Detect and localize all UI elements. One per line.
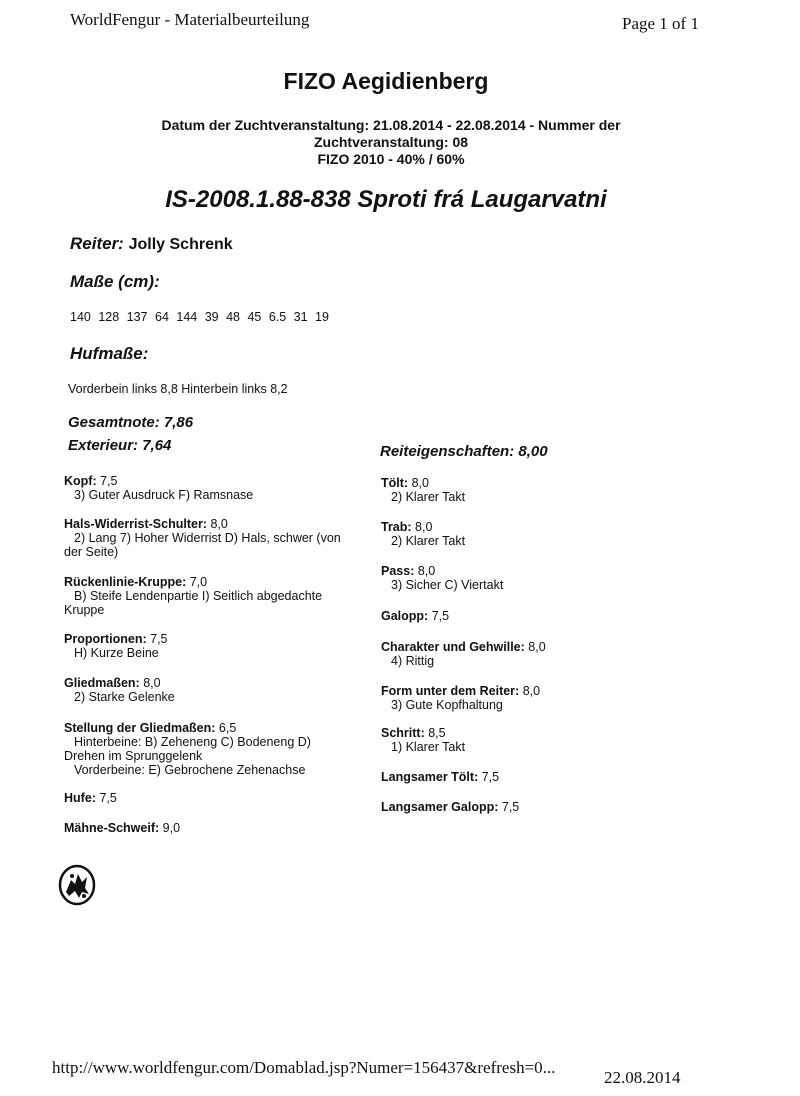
exterior-heading: Exterieur: 7,64 <box>68 437 172 454</box>
criterion-label: Hufe: <box>64 791 96 805</box>
criterion-score: 7,5 <box>481 770 500 784</box>
criterion-score: 8,0 <box>411 476 429 490</box>
criterion-remark: 2) Lang 7) Hoher Widerrist D) Hals, schwer (von <box>74 531 341 545</box>
criterion-remark: Hinterbeine: B) Zeheneng C) Bodeneng D) <box>74 735 311 749</box>
criterion-remark: 2) Klarer Takt <box>391 534 466 548</box>
criterion-item <box>64 676 175 704</box>
event-info <box>110 117 672 168</box>
criterion-score: 7,5 <box>501 800 520 814</box>
criterion-score: 7,5 <box>99 791 117 805</box>
criterion-item <box>381 770 499 784</box>
criterion-remark: 2) Starke Gelenke <box>74 690 175 704</box>
criterion-label: Pass: <box>381 564 415 578</box>
horse-emblem-icon <box>58 864 96 906</box>
criterion-item <box>64 575 322 617</box>
criterion-score: 7,5 <box>150 632 168 646</box>
criterion-item <box>381 564 503 592</box>
criterion-remark: der Seite) <box>64 545 119 559</box>
criterion-score: 8,0 <box>528 640 546 654</box>
criterion-label: Rückenlinie-Kruppe: <box>64 575 187 589</box>
riding-heading: Reiteigenschaften: 8,00 <box>380 443 548 460</box>
criterion-label: Tölt: <box>381 476 409 490</box>
criterion-label: Form unter dem Reiter: <box>381 684 520 698</box>
criterion-label: Galopp: <box>381 609 429 623</box>
criterion-score: 7,0 <box>189 575 208 589</box>
event-line-1: Datum der Zuchtveranstaltung: 21.08.2014 - 22.08.2014 - Nummer der <box>161 117 621 133</box>
criterion-item <box>64 517 341 559</box>
criterion-item <box>64 721 311 777</box>
criterion-item <box>381 640 546 668</box>
criterion-remark: B) Steife Lendenpartie I) Seitlich abgedachte <box>74 589 323 603</box>
criterion-remark: 1) Klarer Takt <box>391 740 466 754</box>
criterion-label: Langsamer Galopp: <box>381 800 499 814</box>
criterion-item <box>381 726 465 754</box>
page-title: FIZO Aegidienberg <box>283 68 489 94</box>
horse-name: IS-2008.1.88-838 Sproti frá Laugarvatni <box>165 186 607 213</box>
criterion-score: 8,0 <box>415 520 433 534</box>
criterion-remark: H) Kurze Beine <box>74 646 159 660</box>
criterion-score: 8,0 <box>522 684 541 698</box>
criterion-item <box>64 791 117 805</box>
hooves-values: Vorderbein links 8,8 Hinterbein links 8,2 <box>68 382 288 396</box>
criterion-remark: 4) Rittig <box>391 654 435 668</box>
criterion-score: 8,0 <box>210 517 228 531</box>
criterion-score: 8,5 <box>428 726 446 740</box>
criterion-remark: Drehen im Sprunggelenk <box>64 749 203 763</box>
total-score: Gesamtnote: 7,86 <box>68 414 194 431</box>
criterion-score: 7,5 <box>431 609 450 623</box>
criterion-score: 8,0 <box>417 564 436 578</box>
criterion-score: 7,5 <box>100 474 118 488</box>
rider-row <box>70 234 233 254</box>
rider-label: Reiter: <box>70 234 124 253</box>
criterion-label: Langsamer Tölt: <box>381 770 479 784</box>
criterion-item <box>381 476 465 504</box>
criterion-label: Hals-Widerrist-Schulter: <box>64 517 207 531</box>
print-footer-date: 22.08.2014 <box>604 1068 681 1087</box>
criterion-remark: Kruppe <box>64 603 105 617</box>
criterion-item <box>381 684 540 712</box>
criterion-remark: 3) Guter Ausdruck F) Ramsnase <box>74 488 254 502</box>
criterion-item <box>64 474 253 502</box>
criterion-label: Stellung der Gliedmaßen: <box>64 721 216 735</box>
criterion-label: Mähne-Schweif: <box>64 821 160 835</box>
criterion-item <box>381 609 449 623</box>
criterion-label: Schritt: <box>381 726 425 740</box>
print-footer-url: http://www.worldfengur.com/Domablad.jsp?Numer=156437&refresh=0... <box>52 1058 556 1077</box>
criterion-item <box>381 520 465 548</box>
criterion-remark: Vorderbeine: E) Gebrochene Zehenachse <box>74 763 306 777</box>
rider-name: Jolly Schrenk <box>128 236 233 253</box>
criterion-score: 9,0 <box>162 821 181 835</box>
criterion-label: Gliedmaßen: <box>64 676 140 690</box>
criterion-item <box>64 632 168 660</box>
criterion-remark: 3) Sicher C) Viertakt <box>391 578 504 592</box>
criterion-item <box>64 821 180 835</box>
criterion-score: 8,0 <box>143 676 161 690</box>
criterion-label: Kopf: <box>64 474 97 488</box>
print-header-page: Page 1 of 1 <box>622 14 699 33</box>
criterion-label: Charakter und Gehwille: <box>381 640 525 654</box>
measures-heading: Maße (cm): <box>70 272 160 291</box>
criterion-label: Proportionen: <box>64 632 147 646</box>
criterion-remark: 2) Klarer Takt <box>391 490 466 504</box>
criterion-label: Trab: <box>381 520 412 534</box>
criterion-remark: 3) Gute Kopfhaltung <box>391 698 503 712</box>
event-line-2: Zuchtveranstaltung: 08 <box>313 134 469 150</box>
criterion-item <box>381 800 519 814</box>
measures-values: 140 128 137 64 144 39 48 45 6.5 31 19 <box>70 310 329 324</box>
hooves-heading: Hufmaße: <box>70 344 149 363</box>
event-line-3: FIZO 2010 - 40% / 60% <box>317 151 465 167</box>
print-header-title: WorldFengur - Materialbeurteilung <box>70 10 310 29</box>
criterion-score: 6,5 <box>218 721 237 735</box>
